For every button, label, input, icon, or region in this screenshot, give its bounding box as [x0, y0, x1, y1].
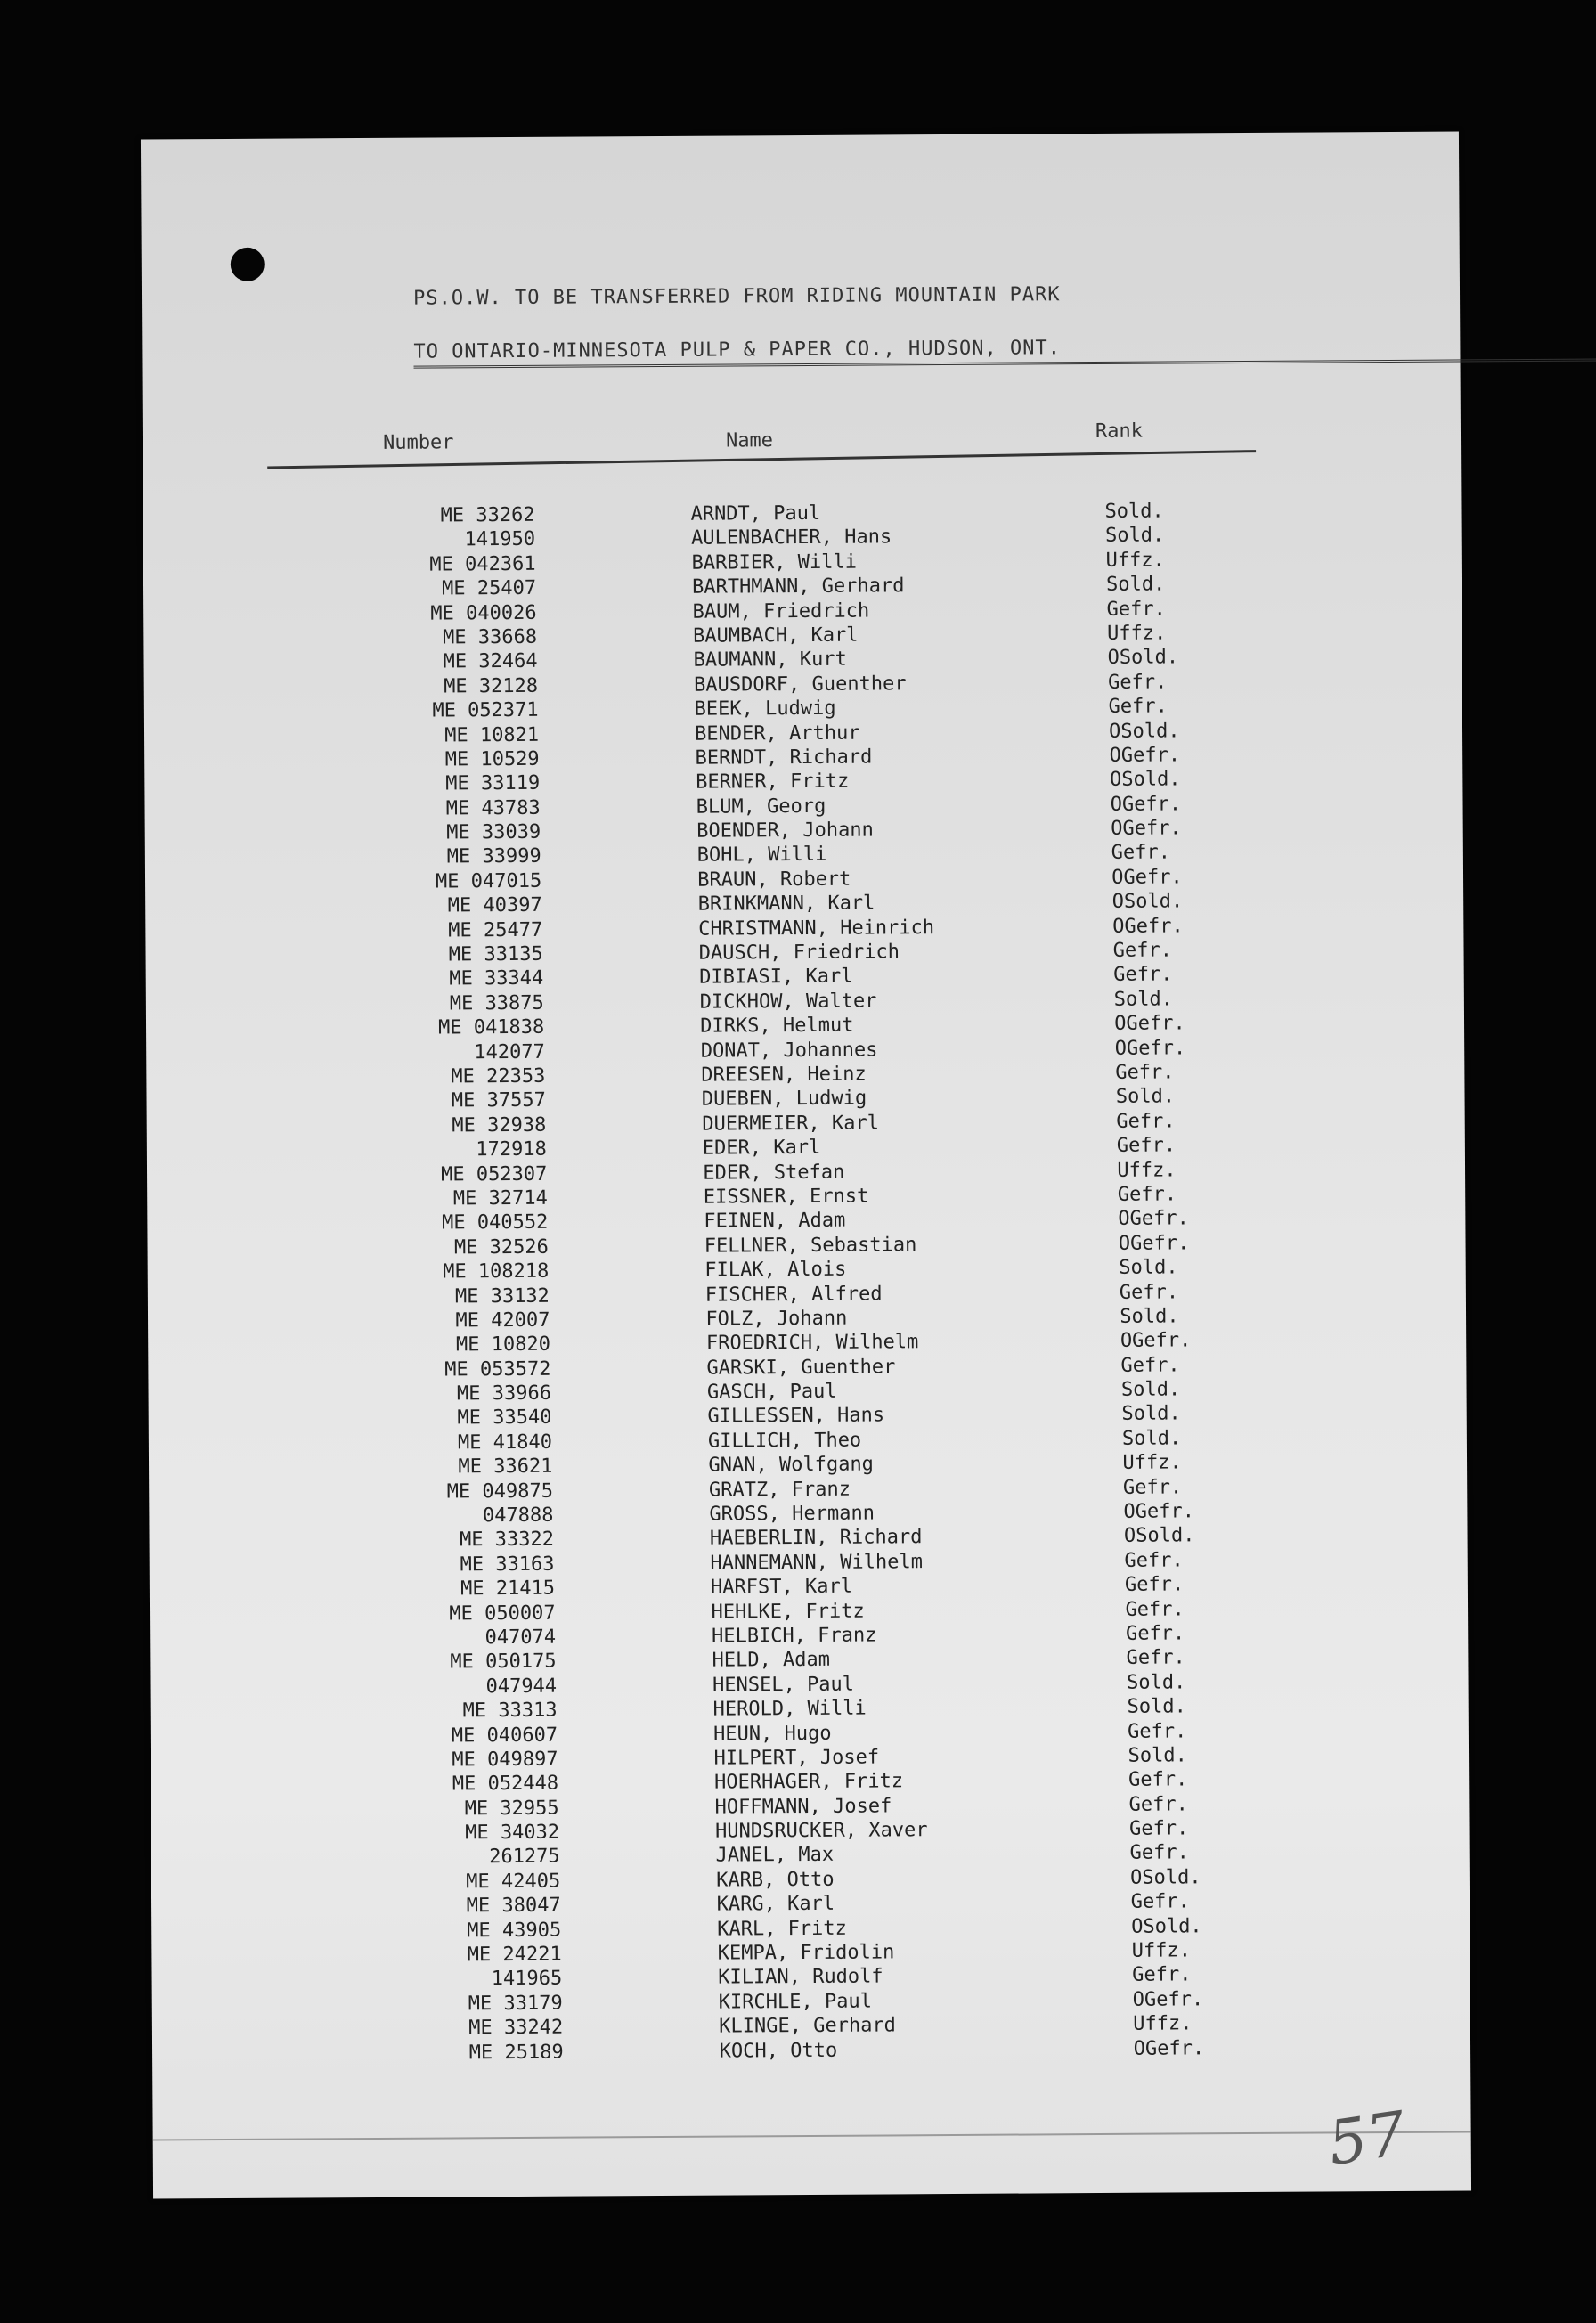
rank-cell: Sold.	[1119, 1256, 1178, 1279]
number-cell: ME 21415	[460, 1577, 556, 1601]
rank-cell: OGefr.	[1132, 1988, 1204, 2011]
rank-cell: OGefr.	[1133, 2036, 1205, 2060]
number-cell: ME 052307	[441, 1162, 548, 1186]
number-cell: ME 33540	[457, 1406, 552, 1430]
name-cell: BOHL, Willi	[696, 844, 827, 868]
rank-cell: Uffz.	[1133, 2012, 1193, 2035]
number-cell: ME 040552	[442, 1211, 549, 1235]
rank-cell: Sold.	[1126, 1671, 1186, 1694]
number-cell: ME 33132	[454, 1284, 550, 1308]
name-cell: KOCH, Otto	[719, 2039, 838, 2063]
name-cell: BENDER, Arthur	[695, 721, 860, 746]
name-cell: HEHLKE, Fritz	[711, 1600, 865, 1624]
name-cell: FOLZ, Johann	[705, 1307, 848, 1331]
rank-cell: Gefr.	[1124, 1549, 1184, 1572]
rank-cell: Gefr.	[1125, 1622, 1185, 1645]
name-cell: HAEBERLIN, Richard	[709, 1526, 923, 1551]
number-cell: ME 042361	[429, 552, 536, 576]
rank-cell: OGefr.	[1114, 1012, 1185, 1036]
rank-cell: Sold.	[1121, 1402, 1181, 1426]
rank-cell: Gefr.	[1129, 1841, 1189, 1865]
rank-cell: OSold.	[1112, 890, 1184, 914]
number-cell: 047074	[484, 1626, 557, 1650]
number-cell: ME 050175	[450, 1651, 557, 1674]
number-cell: ME 42405	[466, 1870, 561, 1894]
name-cell: HEROLD, Willi	[712, 1697, 867, 1721]
rank-cell: OGefr.	[1109, 744, 1181, 767]
rank-cell: Sold.	[1105, 573, 1166, 597]
name-cell: EDER, Karl	[702, 1137, 821, 1160]
rank-cell: Gefr.	[1128, 1719, 1187, 1743]
punch-hole	[231, 248, 265, 281]
number-cell: ME 40397	[447, 894, 542, 917]
rank-cell: OSold.	[1131, 1914, 1202, 1938]
name-cell: KARB, Otto	[716, 1868, 835, 1892]
number-cell: ME 33999	[446, 845, 542, 868]
document-title-line-2: TO ONTARIO-MINNESOTA PULP & PAPER CO., HUDSON, ONT.	[413, 333, 1596, 369]
name-cell: DIBIASI, Karl	[699, 966, 853, 990]
name-cell: GASCH, Paul	[706, 1380, 837, 1404]
name-cell: JANEL, Max	[715, 1844, 835, 1868]
name-cell: BAUMANN, Kurt	[693, 648, 847, 672]
name-cell: KLINGE, Gerhard	[719, 2014, 896, 2038]
rank-cell: Gefr.	[1108, 671, 1168, 694]
number-cell: ME 33313	[462, 1699, 558, 1723]
number-cell: 141950	[464, 528, 536, 551]
name-cell: GILLICH, Theo	[707, 1429, 862, 1453]
number-cell: ME 10821	[444, 723, 540, 746]
rank-cell: OGefr.	[1118, 1232, 1190, 1255]
number-cell: ME 10529	[444, 747, 540, 771]
rank-cell: OGefr.	[1114, 1036, 1186, 1060]
number-cell: ME 33119	[445, 772, 541, 795]
rank-cell: Uffz.	[1107, 622, 1167, 645]
name-cell: BLUM, Georg	[696, 795, 826, 819]
rank-cell: Uffz.	[1117, 1159, 1177, 1182]
rank-cell: Gefr.	[1128, 1768, 1188, 1792]
name-cell: BARTHMANN, Gerhard	[691, 575, 905, 599]
number-cell: ME 32714	[452, 1186, 548, 1210]
number-cell: 142077	[474, 1040, 545, 1064]
document-title-line-1: PS.O.W. TO BE TRANSFERRED FROM RIDING MOUNTAIN PARK	[412, 283, 1061, 310]
number-cell: ME 33966	[456, 1382, 552, 1406]
number-cell: ME 33039	[446, 820, 542, 844]
name-cell: GRATZ, Franz	[708, 1478, 851, 1502]
rank-cell: OSold.	[1107, 646, 1179, 670]
number-cell: ME 25407	[442, 577, 537, 600]
name-cell: BARBIER, Willi	[691, 550, 858, 575]
name-cell: FISCHER, Alfred	[704, 1282, 883, 1307]
rank-cell: OGefr.	[1110, 793, 1182, 816]
name-cell: GILLESSEN, Hans	[707, 1404, 885, 1429]
number-cell: ME 33621	[458, 1455, 553, 1479]
name-cell: FROEDRICH, Wilhelm	[705, 1331, 919, 1355]
rank-cell: OSold.	[1109, 719, 1180, 743]
name-cell: HELD, Adam	[712, 1649, 831, 1673]
rank-cell: Gefr.	[1108, 695, 1168, 719]
number-cell: ME 33668	[443, 625, 538, 649]
number-cell: ME 43905	[467, 1919, 562, 1942]
name-cell: HUNDSRUCKER, Xaver	[715, 1819, 928, 1843]
number-cell: ME 25477	[448, 918, 543, 942]
rank-cell: OSold.	[1123, 1524, 1195, 1548]
number-cell: ME 040607	[451, 1724, 558, 1747]
rank-cell: Gefr.	[1122, 1476, 1183, 1499]
page-number: 57	[1323, 2099, 1411, 2180]
rank-cell: Sold.	[1128, 1744, 1187, 1767]
name-cell: HANNEMANN, Wilhelm	[710, 1551, 924, 1575]
rank-cell: Gefr.	[1116, 1134, 1177, 1158]
number-cell: ME 33135	[448, 942, 543, 966]
number-cell: 261275	[489, 1846, 560, 1869]
number-cell: ME 052448	[452, 1773, 559, 1796]
name-cell: DONAT, Johannes	[700, 1039, 878, 1063]
number-cell: ME 33322	[459, 1528, 555, 1552]
name-cell: HOERHAGER, Fritz	[714, 1770, 904, 1794]
header-name: Name	[725, 429, 774, 452]
rank-cell: Uffz.	[1122, 1451, 1182, 1475]
name-cell: GNAN, Wolfgang	[708, 1453, 874, 1477]
name-cell: BERNER, Fritz	[696, 770, 850, 795]
number-cell: ME 22353	[451, 1064, 546, 1088]
number-cell: ME 33179	[468, 1992, 563, 2016]
rank-cell: Sold.	[1121, 1427, 1182, 1450]
number-cell: ME 049897	[452, 1748, 558, 1772]
rank-cell: Gefr.	[1119, 1280, 1179, 1304]
name-cell: DAUSCH, Friedrich	[698, 941, 900, 965]
rank-cell: OSold.	[1130, 1866, 1201, 1889]
number-cell: ME 34032	[465, 1821, 560, 1845]
number-cell: ME 052371	[432, 698, 539, 722]
name-cell: KARG, Karl	[716, 1893, 835, 1916]
number-cell: ME 38047	[466, 1894, 561, 1918]
number-cell: ME 25189	[468, 2041, 564, 2064]
number-cell: ME 24221	[467, 1943, 562, 1967]
rank-cell: OGefr.	[1112, 866, 1183, 889]
name-cell: BAUM, Friedrich	[692, 599, 870, 624]
number-cell: ME 32464	[443, 650, 538, 673]
prisoner-list	[142, 498, 1470, 2067]
rank-cell: Gefr.	[1130, 1890, 1190, 1914]
number-cell: ME 37557	[451, 1089, 546, 1113]
number-cell: ME 108218	[443, 1259, 550, 1284]
name-cell: HOFFMANN, Josef	[714, 1795, 892, 1819]
name-cell: HILPERT, Josef	[713, 1746, 880, 1770]
rank-cell: Gefr.	[1106, 598, 1166, 621]
rank-cell: Gefr.	[1128, 1793, 1188, 1816]
number-cell: ME 050007	[449, 1602, 556, 1626]
rank-cell: Sold.	[1113, 988, 1174, 1011]
number-cell: 047888	[482, 1504, 554, 1528]
number-cell: ME 33163	[460, 1553, 555, 1577]
name-cell: FEINEN, Adam	[704, 1210, 846, 1234]
rank-cell: Gefr.	[1111, 841, 1170, 865]
rank-cell: Uffz.	[1131, 1939, 1191, 1962]
number-cell: ME 33242	[468, 2016, 564, 2040]
document-page	[141, 132, 1471, 2199]
rank-cell: Sold.	[1120, 1305, 1179, 1328]
rank-cell: OGefr.	[1112, 915, 1184, 938]
rank-cell: Uffz.	[1105, 549, 1165, 572]
name-cell: ARNDT, Paul	[690, 501, 821, 526]
name-cell: HARFST, Karl	[710, 1575, 853, 1599]
name-cell: EISSNER, Ernst	[703, 1185, 869, 1209]
number-cell: 172918	[476, 1137, 547, 1162]
rank-cell: Gefr.	[1126, 1646, 1185, 1670]
name-cell: AULENBACHER, Hans	[690, 526, 892, 550]
name-cell: BOENDER, Johann	[696, 819, 874, 843]
number-cell: ME 10820	[455, 1333, 550, 1357]
name-cell: KARL, Fritz	[717, 1917, 847, 1941]
number-cell: ME 32938	[452, 1113, 547, 1137]
name-cell: KEMPA, Fridolin	[717, 1941, 895, 1965]
number-cell: ME 33344	[449, 967, 544, 990]
number-cell: 141965	[491, 1968, 563, 1991]
number-cell: ME 053572	[444, 1357, 551, 1382]
name-cell: FELLNER, Sebastian	[704, 1233, 917, 1258]
rank-cell: Gefr.	[1120, 1354, 1180, 1377]
name-cell: BRAUN, Robert	[697, 868, 851, 892]
number-cell: ME 32526	[453, 1235, 549, 1259]
name-cell: BAUMBACH, Karl	[693, 624, 859, 648]
number-cell: ME 047015	[435, 869, 542, 893]
name-cell: DICKHOW, Walter	[699, 990, 877, 1014]
name-cell: BERNDT, Richard	[695, 746, 873, 770]
number-cell: ME 42007	[455, 1308, 550, 1333]
rank-cell: OGefr.	[1118, 1207, 1189, 1231]
number-cell: ME 32128	[444, 674, 539, 698]
number-cell: ME 33262	[440, 503, 535, 527]
name-cell: DUERMEIER, Karl	[702, 1112, 880, 1136]
number-cell: ME 33875	[449, 991, 544, 1015]
rank-cell: Sold.	[1104, 524, 1165, 548]
number-cell: ME 041838	[437, 1015, 545, 1039]
rank-cell: Sold.	[1115, 1085, 1176, 1109]
rank-cell: OGefr.	[1111, 817, 1182, 840]
rank-cell: Gefr.	[1124, 1573, 1185, 1597]
name-cell: HENSEL, Paul	[712, 1673, 855, 1697]
rank-cell: Gefr.	[1117, 1183, 1177, 1206]
name-cell: DUEBEN, Ludwig	[701, 1087, 867, 1112]
name-cell: BAUSDORF, Guenther	[694, 672, 907, 697]
header-number: Number	[382, 431, 454, 454]
rank-cell: OGefr.	[1123, 1500, 1195, 1523]
rank-cell: Gefr.	[1129, 1817, 1189, 1840]
rank-cell: OSold.	[1110, 768, 1181, 792]
rank-cell: OGefr.	[1120, 1329, 1192, 1353]
number-cell: 047944	[485, 1675, 558, 1698]
rank-cell: Gefr.	[1113, 963, 1173, 987]
name-cell: BRINKMANN, Karl	[697, 892, 875, 916]
number-cell: ME 32955	[464, 1797, 559, 1821]
rank-cell: Gefr.	[1116, 1110, 1176, 1133]
name-cell: DREESEN, Heinz	[701, 1063, 867, 1087]
name-cell: GROSS, Hermann	[709, 1502, 875, 1526]
number-cell: ME 049875	[446, 1479, 554, 1504]
name-cell: BEEK, Ludwig	[694, 697, 836, 721]
name-cell: DIRKS, Helmut	[700, 1014, 854, 1038]
number-cell: ME 040026	[430, 601, 537, 625]
rank-cell: Gefr.	[1115, 1061, 1175, 1084]
rank-cell: Sold.	[1120, 1378, 1181, 1401]
name-cell: GARSKI, Guenther	[706, 1356, 896, 1380]
rank-cell: Sold.	[1127, 1695, 1186, 1718]
name-cell: HELBICH, Franz	[711, 1624, 877, 1648]
name-cell: CHRISTMANN, Heinrich	[698, 916, 935, 941]
name-cell: FILAK, Alois	[704, 1258, 847, 1282]
number-cell: ME 41840	[457, 1430, 553, 1455]
rank-cell: Gefr.	[1112, 939, 1173, 962]
rank-cell: Gefr.	[1125, 1597, 1185, 1621]
name-cell: KILIAN, Rudolf	[718, 1965, 884, 1990]
name-cell: EDER, Stefan	[703, 1161, 845, 1185]
bottom-edge-line	[153, 2131, 1471, 2140]
rank-cell: Gefr.	[1132, 1963, 1192, 1987]
number-cell: ME 43783	[445, 796, 541, 820]
rank-cell: Sold.	[1104, 500, 1164, 523]
name-cell: KIRCHLE, Paul	[718, 1990, 872, 2014]
name-cell: HEUN, Hugo	[713, 1722, 832, 1746]
header-rank: Rank	[1095, 420, 1144, 443]
